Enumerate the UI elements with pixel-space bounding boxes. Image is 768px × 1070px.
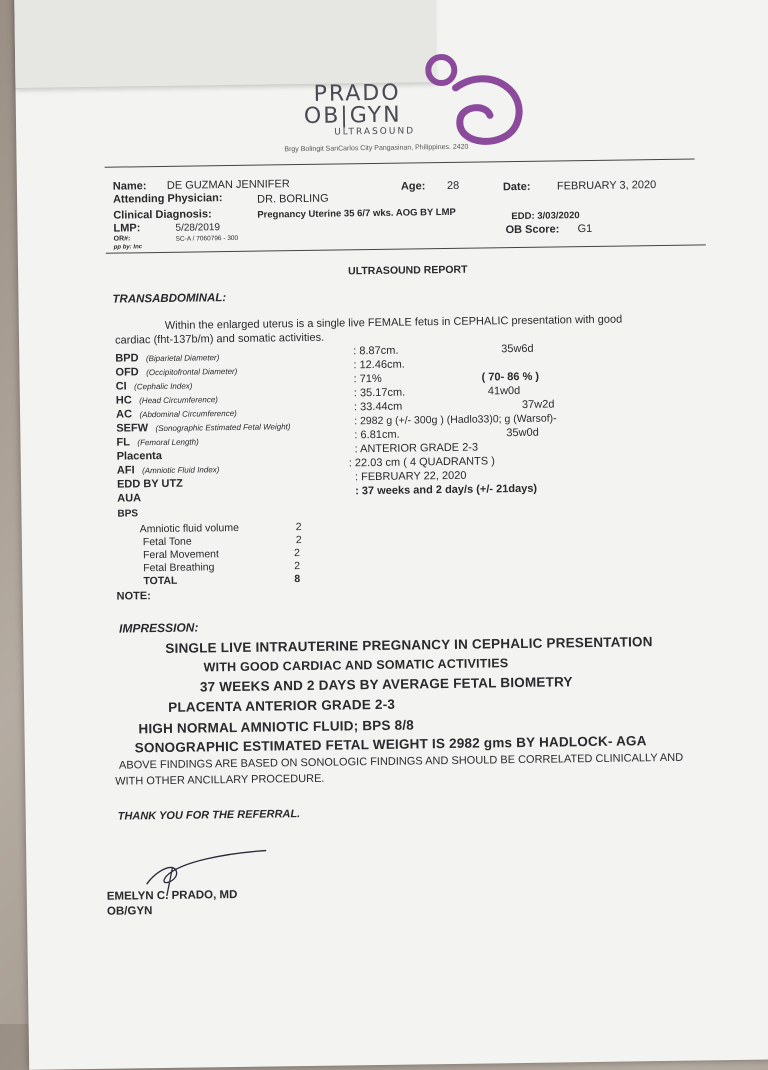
bps-item: Feral Movement — [142, 548, 219, 562]
measure-abbr: AFI — [116, 464, 135, 477]
measure-value: : 12.46cm. — [353, 358, 405, 372]
measure-desc: (Cephalic Index) — [134, 381, 193, 392]
measure-abbr: FL — [116, 436, 131, 449]
edd-value: 3/03/2020 — [537, 210, 580, 222]
disclaimer-line-1: ABOVE FINDINGS ARE BASED ON SONOLOGIC FINDINGS AND SHOULD BE CORRELATED CLINICALLY AND — [118, 751, 684, 772]
bps-label: BPS — [117, 508, 139, 520]
bps-row — [140, 573, 340, 589]
bps-item: Fetal Breathing — [143, 561, 215, 575]
measure-abbr: SEFW — [116, 422, 149, 435]
measure-desc: (Occipitofrontal Diameter) — [146, 366, 238, 378]
edd-label: EDD: — [511, 210, 535, 223]
bps-total-label: TOTAL — [143, 574, 178, 588]
bps-item: Amniotic fluid volume — [139, 521, 239, 536]
patient-age: 28 — [446, 179, 460, 192]
findings-line-1: Within the enlarged uterus is a single live FEMALE fetus in CEPHALIC presentation with good — [164, 313, 623, 332]
patient-name: DE GUZMAN JENNIFER — [166, 178, 290, 192]
name-label: Name: — [112, 180, 147, 193]
measure-abbr: AUA — [117, 492, 142, 505]
measure-value: : ANTERIOR GRADE 2-3 — [354, 441, 479, 456]
measure-extra: 37w2d — [521, 398, 555, 411]
bps-score: 2 — [295, 534, 302, 547]
lmp-value: 5/28/2019 — [175, 222, 221, 234]
measure-desc: (Femoral Length) — [137, 437, 199, 448]
disclaimer-line-2: WITH OTHER ANCILLARY PROCEDURE. — [115, 772, 325, 788]
measure-value: : 2982 g (+/- 300g ) (Hadlo33)0; g (Warsof)- — [354, 412, 557, 428]
physician-label: Attending Physician: — [112, 192, 223, 206]
measure-abbr: BPD — [115, 352, 139, 365]
impression-line: 37 WEEKS AND 2 DAYS BY AVERAGE FETAL BIOMETRY — [199, 674, 573, 695]
measure-value: : 37 weeks and 2 day/s (+/- 21days) — [355, 482, 538, 498]
bps-item: Fetal Tone — [142, 535, 192, 549]
measure-abbr: CI — [115, 380, 127, 393]
folded-paper-flap — [14, 0, 435, 89]
clinic-subtitle: ULTRASOUND — [334, 126, 416, 138]
section-label: TRANSABDOMINAL: — [112, 292, 227, 306]
measure-desc: (Amniotic Fluid Index) — [141, 465, 220, 476]
measure-abbr: AC — [115, 408, 133, 421]
impression-line: SONOGRAPHIC ESTIMATED FETAL WEIGHT IS 2982 gms BY HADLOCK- AGA — [134, 733, 647, 756]
diagnosis-label: Clinical Diagnosis: — [113, 208, 212, 222]
report-title: ULTRASOUND REPORT — [348, 263, 468, 278]
measure-desc: (Sonographic Estimated Fetal Weight) — [155, 422, 291, 434]
measure-abbr: OFD — [115, 366, 139, 379]
bps-total-score: 8 — [294, 573, 301, 586]
bps-score: 2 — [294, 560, 301, 573]
impression-line: SINGLE LIVE INTRAUTERINE PREGNANCY IN CEPHALIC PRESENTATION — [165, 634, 653, 656]
prepared-by: pp by: Inc — [113, 244, 143, 251]
impression-line: WITH GOOD CARDIAC AND SOMATIC ACTIVITIES — [203, 656, 509, 675]
physician-name: DR. BORLING — [257, 192, 329, 206]
bps-score: 2 — [293, 547, 300, 560]
measure-value: : 6.81cm. — [354, 428, 400, 442]
or-value: SC-A / 7060796 - 300 — [175, 234, 239, 243]
measure-desc: (Abdominal Circumference) — [139, 408, 237, 420]
measure-extra: 35w6d — [501, 342, 534, 356]
clinic-address: Brgy Bolingit SanCarlos City Pangasinan, Philippines. 2420 — [284, 143, 469, 154]
ob-score: G1 — [577, 222, 593, 236]
header-rule-top — [105, 159, 695, 168]
thank-you-note: THANK YOU FOR THE REFERRAL. — [117, 808, 301, 823]
impression-line: HIGH NORMAL AMNIOTIC FLUID; BPS 8/8 — [138, 717, 415, 737]
clinical-diagnosis: Pregnancy Uterine 35 6/7 wks. AOG BY LMP — [257, 206, 456, 221]
signatory-name: EMELYN C. PRADO, MD — [106, 888, 238, 903]
measure-extra: 35w0d — [506, 426, 539, 440]
measure-abbr: HC — [115, 394, 132, 407]
measure-desc: (Head Circumference) — [139, 395, 218, 406]
measure-value: : 22.03 cm ( 4 QUADRANTS ) — [348, 455, 495, 470]
measure-desc: (Biparietal Diameter) — [145, 353, 220, 364]
date-label: Date: — [502, 180, 531, 194]
measure-value: : 71% — [353, 372, 382, 386]
bps-score: 2 — [295, 521, 302, 534]
measure-value: : 33.44cm — [353, 400, 403, 414]
measure-value: : 35.17cm. — [353, 386, 406, 400]
measure-abbr: EDD BY UTZ — [116, 477, 183, 491]
measure-abbr: Placenta — [116, 449, 162, 463]
ob-score-label: OB Score: — [505, 223, 560, 237]
measure-extra: 41w0d — [487, 384, 521, 398]
measure-extra: ( 70- 86 % ) — [481, 370, 540, 384]
signatory-title: OB/GYN — [106, 905, 153, 918]
lmp-label: LMP: — [113, 222, 141, 235]
measure-value: : FEBRUARY 22, 2020 — [354, 469, 467, 484]
impression-line: PLACENTA ANTERIOR GRADE 2-3 — [168, 696, 396, 715]
report-date: FEBRUARY 3, 2020 — [556, 179, 657, 193]
findings-line-2: cardiac (fht-137b/m) and somatic activities. — [114, 331, 325, 347]
note-label: NOTE: — [116, 590, 151, 603]
measurements-table — [115, 340, 717, 505]
report-sheet — [14, 0, 768, 1070]
measure-value: : 8.87cm. — [353, 344, 399, 358]
impression-label: IMPRESSION: — [118, 620, 199, 636]
bps-table — [140, 521, 341, 589]
header-rule-bottom — [106, 244, 706, 253]
age-label: Age: — [400, 180, 426, 193]
clinic-name: PRADO — [313, 80, 401, 107]
clinic-specialty: OB|GYN — [303, 102, 402, 129]
or-label: OR#: — [113, 235, 131, 243]
